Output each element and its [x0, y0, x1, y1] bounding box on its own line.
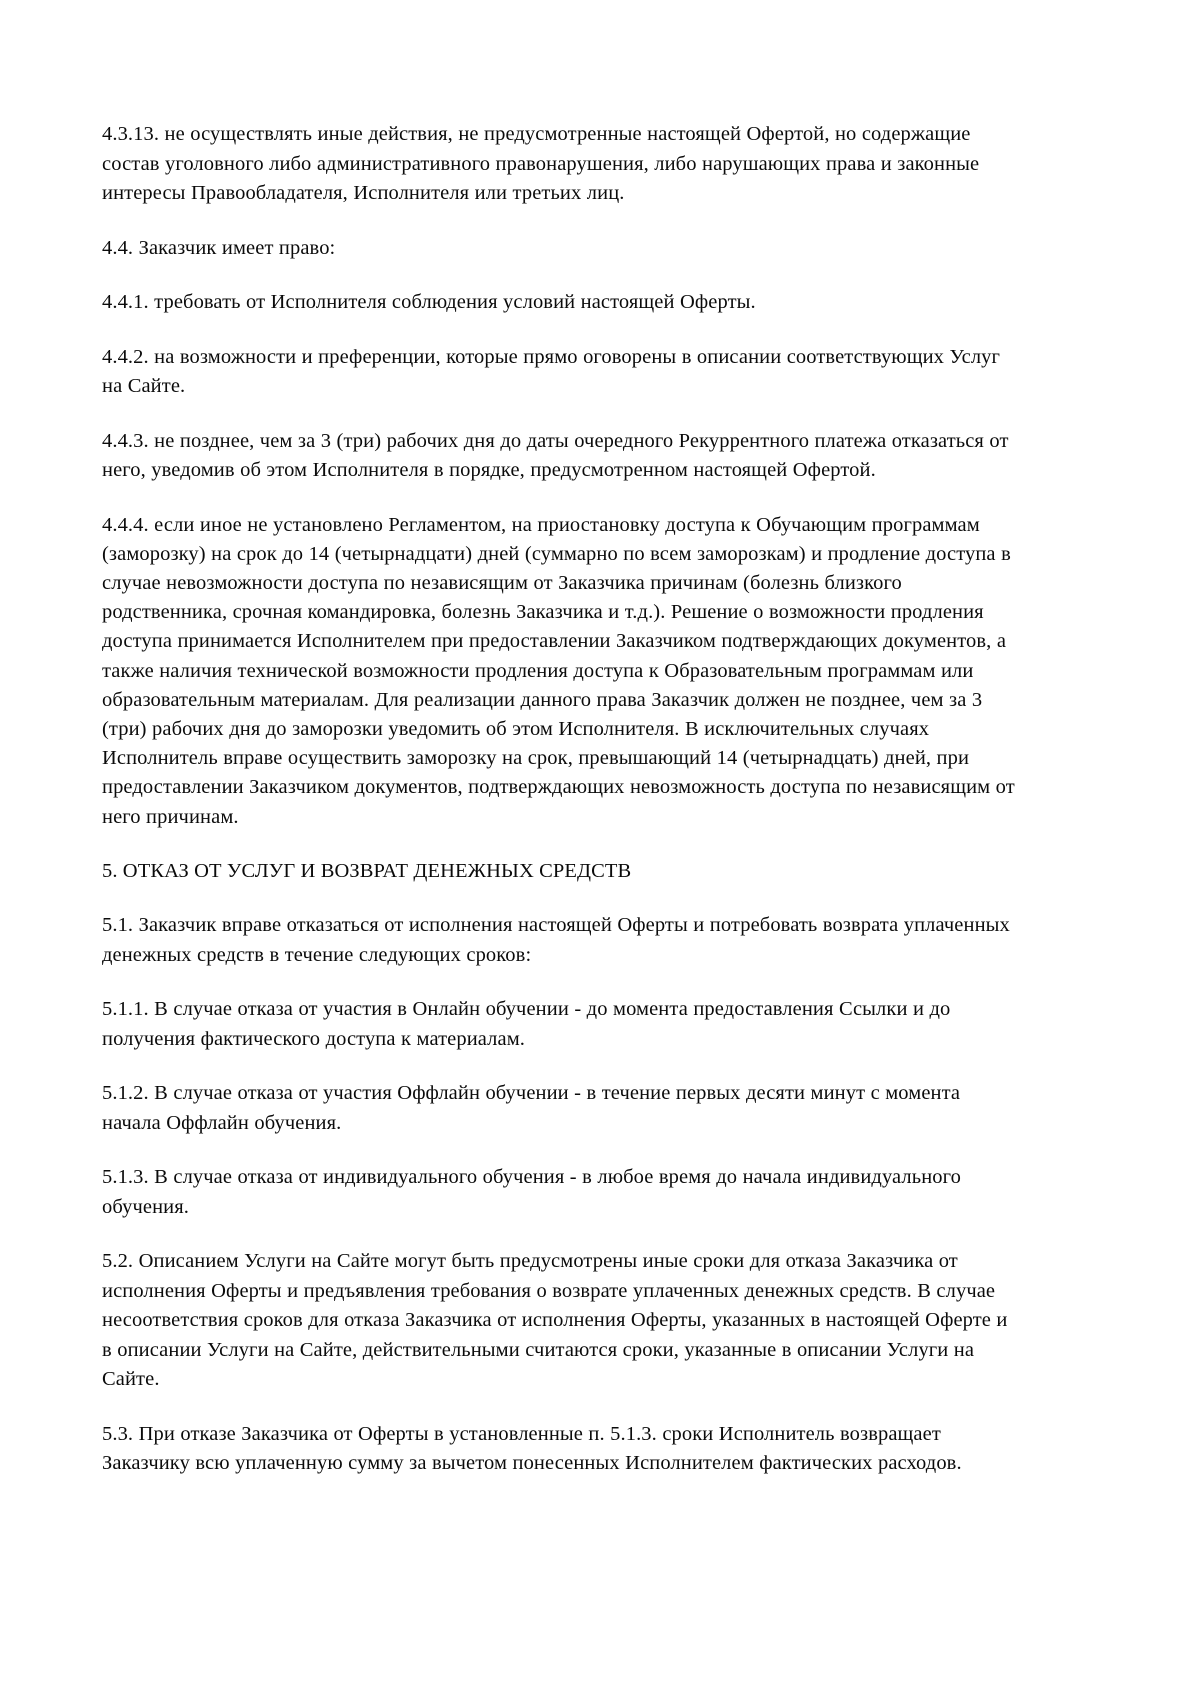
clause-4-4: 4.4. Заказчик имеет право:: [102, 236, 336, 259]
clause-4-4-4: 4.4.4. если иное не установлено Регламентом, на приостановку доступа к Обучающим программам (заморозку) на срок до 14 (четырнадцати) дней (суммарно по всем заморозкам) и продление доступа в случае невозможности доступа по независящим от Заказчика причинам (болезнь близкого родственника, срочная командировка, болезнь Заказчика и т.д.). Решение о возможности продления доступа принимается Исполнителем при предоставлении Заказчиком подтверждающих документов, а также наличия технической возможности продления доступа к Образовательным программам или образовательным материалам. Для реализации данного права Заказчик должен не позднее, чем за 3 (три) рабочих дня до заморозки уведомить об этом Исполнителя. В исключительных случаях Исполнитель вправе осуществить заморозку на срок, превышающий 14 (четырнадцать) дней, при предоставлении Заказчиком документов, подтверждающих невозможность доступа по независящим от него причинам.: [102, 513, 1021, 828]
clause-4-4-2: 4.4.2. на возможности и преференции, которые прямо оговорены в описании соответствующих Услуг на Сайте.: [102, 345, 1006, 397]
clause-4-3-13: 4.3.13. не осуществлять иные действия, не предусмотренные настоящей Офертой, но содержащие состав уголовного либо административного правонарушения, либо нарушающих права и законные интересы Правообладателя, Исполнителя или третьих лиц.: [102, 123, 985, 204]
clause-5-1-2: 5.1.2. В случае отказа от участия Оффлайн обучении - в течение первых десяти минут с момента начала Оффлайн обучения.: [102, 1082, 966, 1134]
clause-5-1-3: 5.1.3. В случае отказа от индивидуального обучения - в любое время до начала индивидуального обучения.: [102, 1166, 967, 1218]
clause-4-4-1: 4.4.1. требовать от Исполнителя соблюдения условий настоящей Оферты.: [102, 291, 756, 313]
section-heading-5: 5. ОТКАЗ ОТ УСЛУГ И ВОЗВРАТ ДЕНЕЖНЫХ СРЕДСТВ: [102, 859, 632, 882]
clause-4-4-3: 4.4.3. не позднее, чем за 3 (три) рабочих дня до даты очередного Рекуррентного платежа отказаться от него, уведомив об этом Исполнителя в порядке, предусмотренном настоящей Офертой.: [102, 429, 1014, 481]
clause-5-2: 5.2. Описанием Услуги на Сайте могут быть предусмотрены иные сроки для отказа Заказчика от исполнения Оферты и предъявления требования о возврате уплаченных денежных средств. В случае несоответствия сроков для отказа Заказчика от исполнения Оферты, указанных в настоящей Оферте и в описании Услуги на Сайте, действительными считаются сроки, указанные в описании Услуги на Сайте.: [102, 1250, 1013, 1391]
clause-5-1-1: 5.1.1. В случае отказа от участия в Онлайн обучении - до момента предоставления Ссылки и до получения фактического доступа к материалам.: [102, 998, 956, 1050]
document-text-body: [102, 120, 1022, 1479]
clause-5-1: 5.1. Заказчик вправе отказаться от исполнения настоящей Оферты и потребовать возврата уплаченных денежных средств в течение следующих сроков:: [102, 914, 1016, 966]
clause-5-3: 5.3. При отказе Заказчика от Оферты в установленные п. 5.1.3. сроки Исполнитель возвращает Заказчику всю уплаченную сумму за вычетом понесенных Исполнителем фактических расходов.: [102, 1422, 962, 1475]
